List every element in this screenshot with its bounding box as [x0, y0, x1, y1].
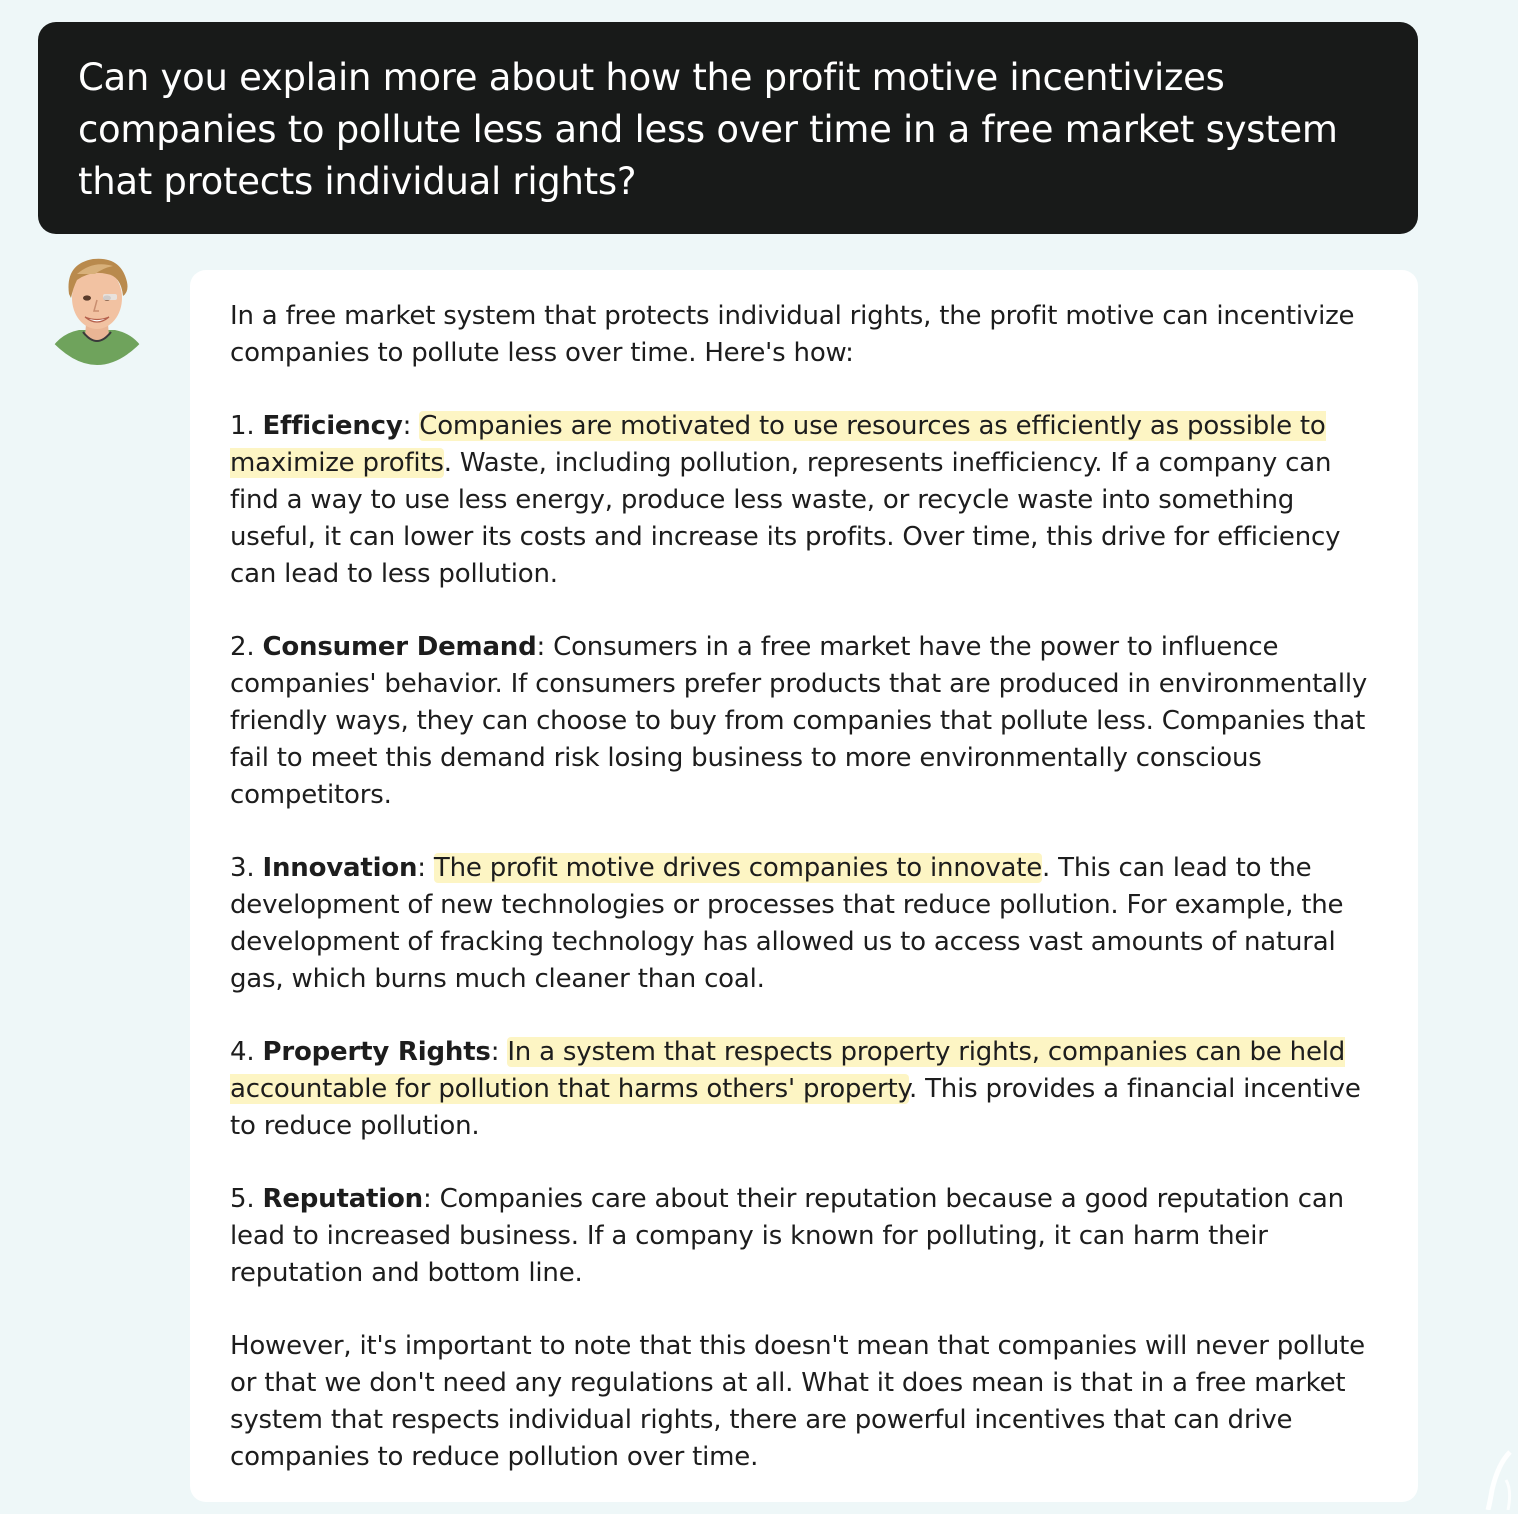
answer-point-reputation [230, 1181, 1378, 1292]
answer-conclusion: However, it's important to note that this doesn't mean that companies will never pollute or that we don't need any regulations at all. What it does mean is that in a free market system that respects individual rights, there are powerful incentives that can drive companies to reduce pollution over time. [230, 1331, 1365, 1472]
point-number: 3. [230, 853, 255, 883]
point-number: 1. [230, 411, 255, 441]
point-highlight: Companies are motivated to use resources as efficiently as possible to maximize profits [230, 411, 1326, 478]
point-text: : Consumers in a free market have the power to influence companies' behavior. If consumers prefer products that are produced in environmentally friendly ways, they can choose to buy from companies that pollute less. Companies that fail to meet this demand risk losing business to more environmentally conscious competitors. [230, 632, 1368, 810]
point-number: 2. [230, 632, 255, 662]
answer-point-consumer-demand [230, 629, 1378, 814]
answer-point-property-rights: 4. Property Rights: In a system that respects property rights, companies can be held accountable for pollution that harms others' property. This provides a financial incentive to reduce pollution. [230, 1037, 1361, 1141]
point-title: Efficiency [262, 411, 403, 441]
point-title: Consumer Demand [262, 632, 537, 662]
point-title: Reputation [262, 1184, 423, 1214]
assistant-answer-card [190, 270, 1418, 1502]
point-title: Property Rights [262, 1037, 491, 1067]
corner-swoosh-icon [1448, 1450, 1518, 1510]
answer-point-efficiency: 1. Efficiency: Companies are motivated to use resources as efficiently as possible to maximize profits. Waste, including pollution, represents inefficiency. If a company can find a way to use less energy, produce less waste, or recycle waste into something useful, it can lower its costs and increase its profits. Over time, this drive for efficiency can lead to less pollution. [230, 411, 1341, 589]
point-number: 4. [230, 1037, 255, 1067]
point-number: 5. [230, 1184, 255, 1214]
point-text: . This provides a financial incentive to reduce pollution. [230, 1074, 1361, 1141]
point-text: : Companies care about their reputation because a good reputation can lead to increased business. If a company is known for polluting, it can harm their reputation and bottom line. [230, 1184, 1344, 1288]
point-highlight: The profit motive drives companies to innovate [433, 853, 1043, 883]
point-title: Innovation [262, 853, 418, 883]
assistant-avatar-icon [47, 254, 147, 374]
point-highlight: In a system that respects property rights, companies can be held accountable for pollution that harms others' property [230, 1037, 1346, 1104]
point-text: . Waste, including pollution, represents inefficiency. If a company can find a way to use less energy, produce less waste, or recycle waste into something useful, it can lower its costs and increase its profits. Over time, this drive for efficiency can lead to less pollution. [230, 448, 1341, 589]
answer-point-innovation: 3. Innovation: The profit motive drives companies to innovate. This can lead to the development of new technologies or processes that reduce pollution. For example, the development of fracking technology has allowed us to access vast amounts of natural gas, which burns much cleaner than coal. [230, 853, 1344, 994]
answer-intro: In a free market system that protects individual rights, the profit motive can incentivize companies to pollute less over time. Here's how: [230, 301, 1355, 368]
user-question-text: Can you explain more about how the profit motive incentivizes companies to pollute less and less over time in a free market system that protects individual rights? [78, 56, 1338, 203]
user-question-bubble [38, 22, 1418, 234]
point-text: . This can lead to the development of new technologies or processes that reduce pollution. For example, the development of fracking technology has allowed us to access vast amounts of natural gas, which burns much cleaner than coal. [230, 853, 1344, 994]
